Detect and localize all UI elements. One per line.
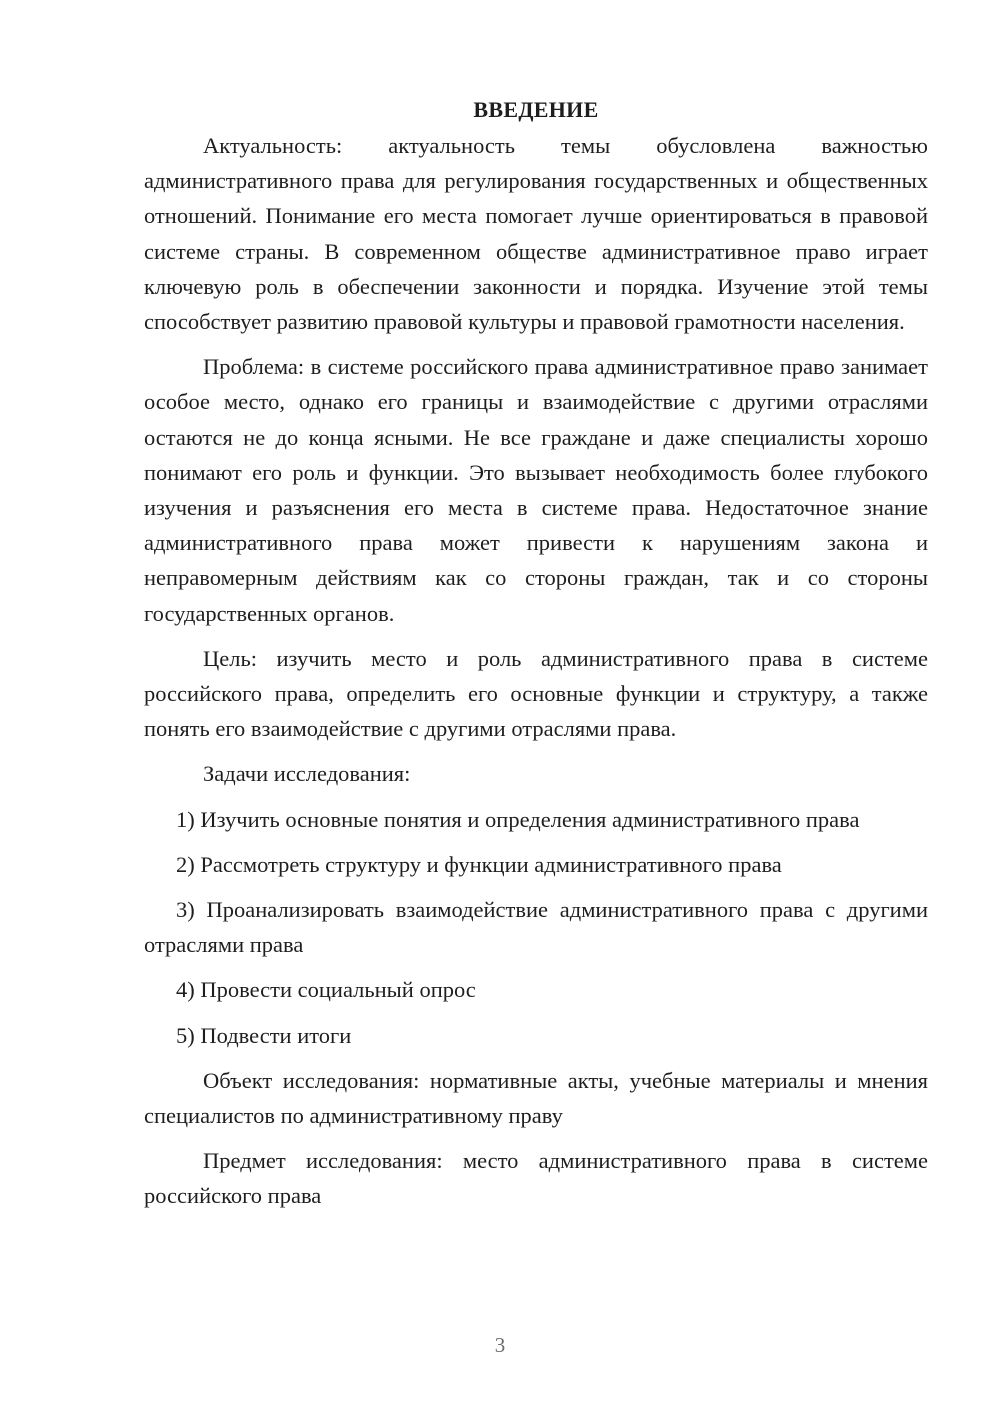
paragraph-subject: Предмет исследования: место административного права в системе российского права [144,1148,928,1209]
task-item-3: 3) Проанализировать взаимодействие административного права с другими отраслями права [144,897,928,958]
section-title: ВВЕДЕНИЕ [473,97,599,122]
task-item-1: 1) Изучить основные понятия и определения административного права [176,806,860,832]
page-number: 3 [494,1333,506,1357]
paragraph-goal: Цель: изучить место и роль административного права в системе российского права, определить его основные функции и структуру, а также понять его взаимодействие с другими отраслями права. [144,645,928,742]
tasks-heading: Задачи исследования: [203,761,411,787]
task-item-2: 2) Рассмотреть структуру и функции административного права [176,851,782,877]
task-item-5: 5) Подвести итоги [176,1022,352,1048]
paragraph-problem: Проблема: в системе российского права административное право занимает особое место, однако его границы и взаимодействие с другими отраслями остаются не до конца ясными. Не все граждане и даже специалисты хорошо понимают его роль и функции. Это вызывает необходимость более глубокого изучения и разъяснения его места в системе права. Недостаточное знание административного права может привести к нарушениям закона и неправомерным действиям как со стороны граждан, так и со стороны государственных органов. [144,354,928,626]
paragraph-relevance: Актуальность: актуальность темы обусловлена важностью административного права для регулирования государственных и общественных отношений. Понимание его места помогает лучше ориентироваться в правовой системе страны. В современном обществе административное право играет ключевую роль в обеспечении законности и порядка. Изучение этой темы способствует развитию правовой культуры и правовой грамотности населения. [144,133,928,335]
task-item-4: 4) Провести социальный опрос [176,977,476,1003]
document-body [144,92,928,1214]
paragraph-object: Объект исследования: нормативные акты, учебные материалы и мнения специалистов по административному праву [144,1067,928,1129]
